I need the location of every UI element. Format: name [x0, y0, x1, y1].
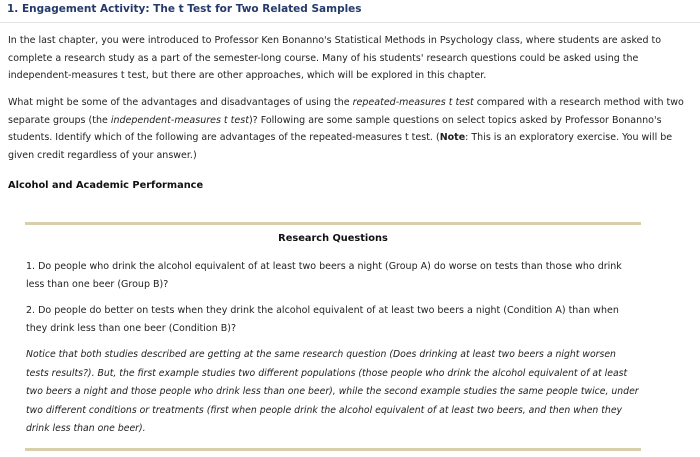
repeated-measures-term: repeated-measures t test	[352, 97, 474, 108]
question-text-part-4: : This is an exploratory exercise. You will be given credit regardless of your answer.)	[8, 132, 673, 161]
question-text-part-3: )? Following are some sample questions on select topics asked by Professor Bonanno's students. Identify which of the following are advantages of the repeated-measures t test. (	[8, 114, 662, 143]
research-note: Notice that both studies described are getting at the same research question (Does drinking at least two beers a night worsen tests results?). But, the first example studies two different populations (those people who drink the alcohol equivalent of at least two beers a night and those people who drink less than one beer), while the second example studies the same people twice, under two different conditions or treatments (first when people drink the alcohol equivalent of at least two beers, and then when they drink less than one beer).	[26, 349, 639, 434]
question-paragraph	[8, 94, 692, 164]
question-text-part-2: compared with a research method with two separate groups (the	[8, 97, 684, 126]
intro-paragraph: In the last chapter, you were introduced to Professor Ken Bonanno's Statistical Methods in Psychology class, where students are asked to complete a research study as a part of the semester-long course. Many of his students' research questions could be asked using the independent-measures t test, but there are other approaches, which will be explored in this chapter.	[8, 35, 662, 81]
independent-measures-term: independent-measures t test	[110, 114, 249, 126]
research-questions-heading: Research Questions	[278, 233, 388, 244]
research-box-bottom-rule	[25, 448, 641, 451]
note-label: Note	[439, 132, 466, 143]
question-text-part-1: What might be some of the advantages and disadvantages of using the	[8, 97, 353, 108]
activity-title: 1. Engagement Activity: The t Test for Two Related Samples	[7, 3, 362, 15]
title-divider	[0, 22, 700, 23]
section-heading: Alcohol and Academic Performance	[8, 180, 204, 191]
research-question-2: 2. Do people do better on tests when they drink the alcohol equivalent of at least two beers a night (Condition A) than when they drink less than one beer (Condition B)?	[26, 305, 619, 334]
research-question-1: 1. Do people who drink the alcohol equivalent of at least two beers a night (Group A) do worse on tests than those who drink less than one beer (Group B)?	[26, 261, 622, 290]
research-box-top-rule	[25, 222, 641, 225]
